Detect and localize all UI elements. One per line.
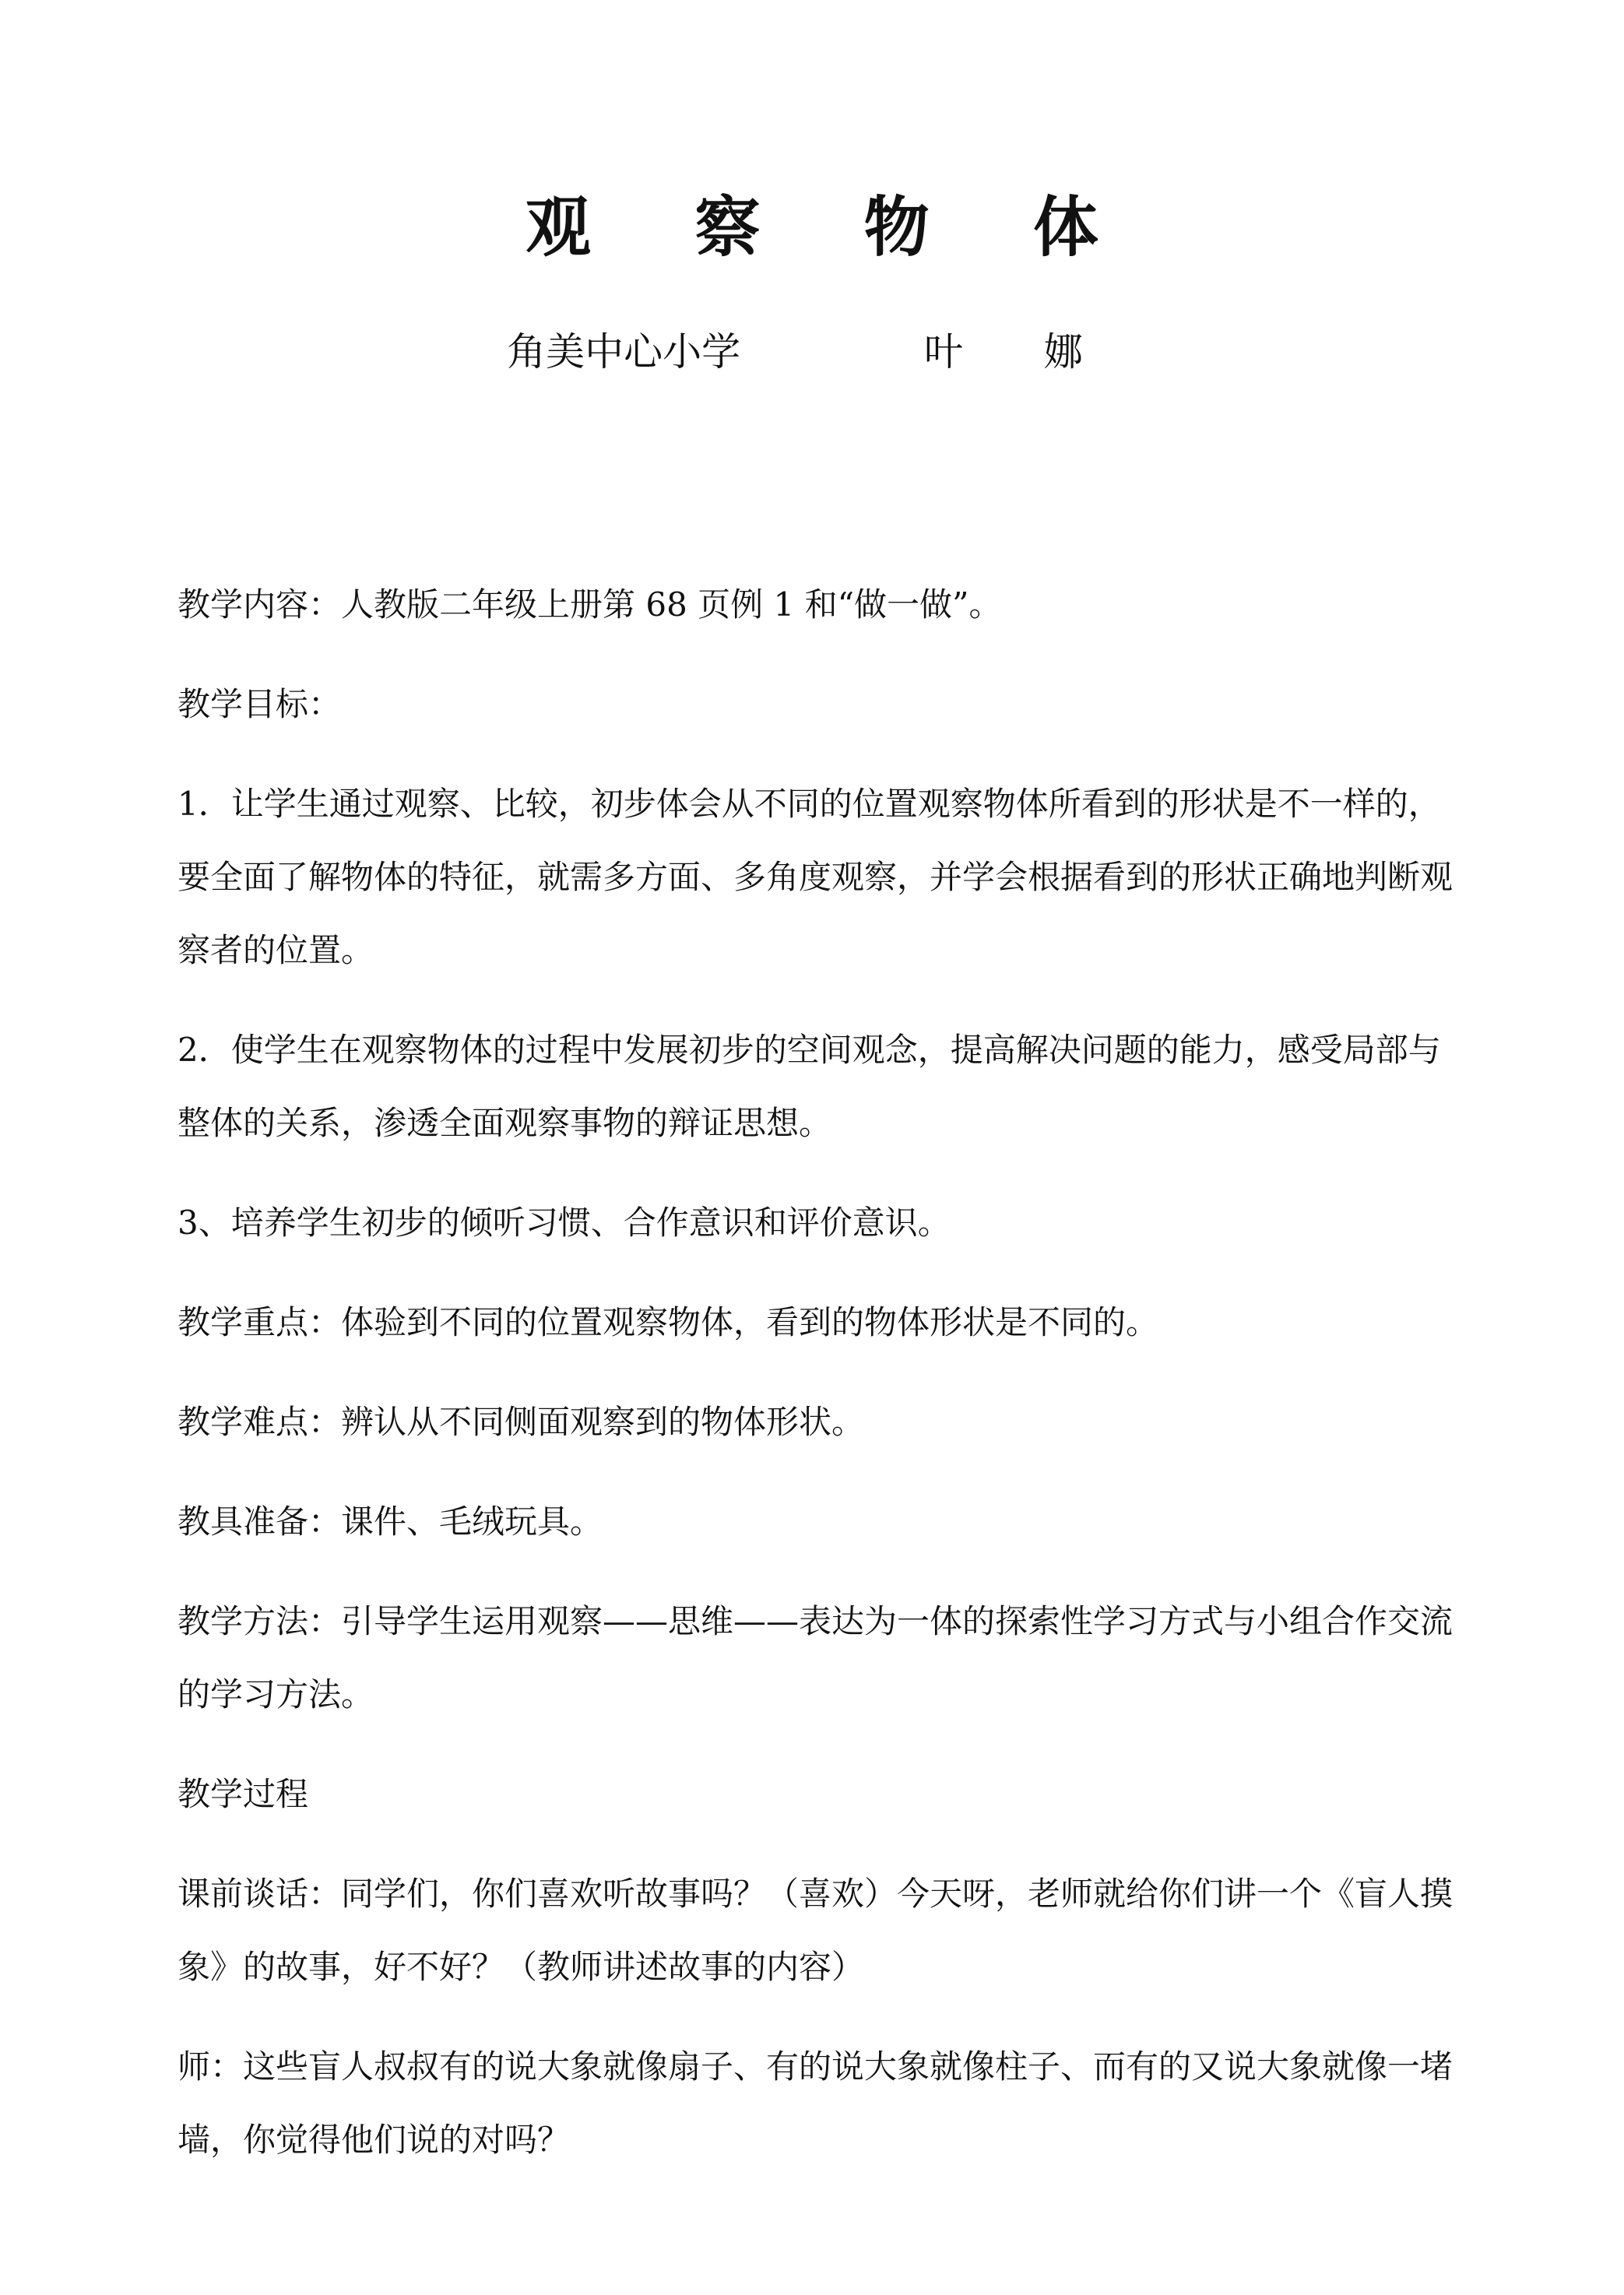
page-title: 观 察 物 体 (526, 188, 1139, 265)
author-name: 叶 娜 (924, 329, 1117, 374)
paragraph-process-heading: 教学过程 (178, 1775, 309, 1813)
paragraph-materials: 教具准备：课件、毛绒玩具。 (178, 1502, 603, 1541)
paragraph-difficulty: 教学难点：辨认从不同侧面观察到的物体形状。 (178, 1403, 865, 1441)
paragraph-goals-heading: 教学目标： (178, 685, 342, 723)
paragraph-teacher-question: 师：这些盲人叔叔有的说大象就像扇子、有的说大象就像柱子、而有的又说大象就像一堵墙，你觉得他们说的对吗？ (178, 2047, 1454, 2159)
school-name: 角美中心小学 (507, 329, 741, 374)
paragraph-goal-3: 3、培养学生初步的倾听习惯、合作意识和评价意识。 (178, 1204, 951, 1242)
paragraph-method: 教学方法：引导学生运用观察——思维——表达为一体的探索性学习方式与小组合作交流的学习方法。 (178, 1602, 1454, 1713)
paragraph-key-point: 教学重点：体验到不同的位置观察物体，看到的物体形状是不同的。 (178, 1303, 1159, 1341)
paragraph-content: 教学内容：人教版二年级上册第 68 页例 1 和“做一做”。 (178, 585, 1002, 624)
paragraph-goal-1: 1．让学生通过观察、比较，初步体会从不同的位置观察物体所看到的形状是不一样的，要全面了解物体的特征，就需多方面、多角度观察，并学会根据看到的形状正确地判断观察者的位置。 (178, 785, 1454, 969)
document-body (178, 568, 1454, 2203)
byline (0, 321, 1624, 383)
paragraph-goal-2: 2．使学生在观察物体的过程中发展初步的空间观念，提高解决问题的能力，感受局部与整体的关系，渗透全面观察事物的辩证思想。 (178, 1031, 1441, 1142)
paragraph-pre-class-talk: 课前谈话：同学们，你们喜欢听故事吗？（喜欢）今天呀，老师就给你们讲一个《盲人摸象》的故事，好不好？（教师讲述故事的内容） (178, 1875, 1454, 1986)
